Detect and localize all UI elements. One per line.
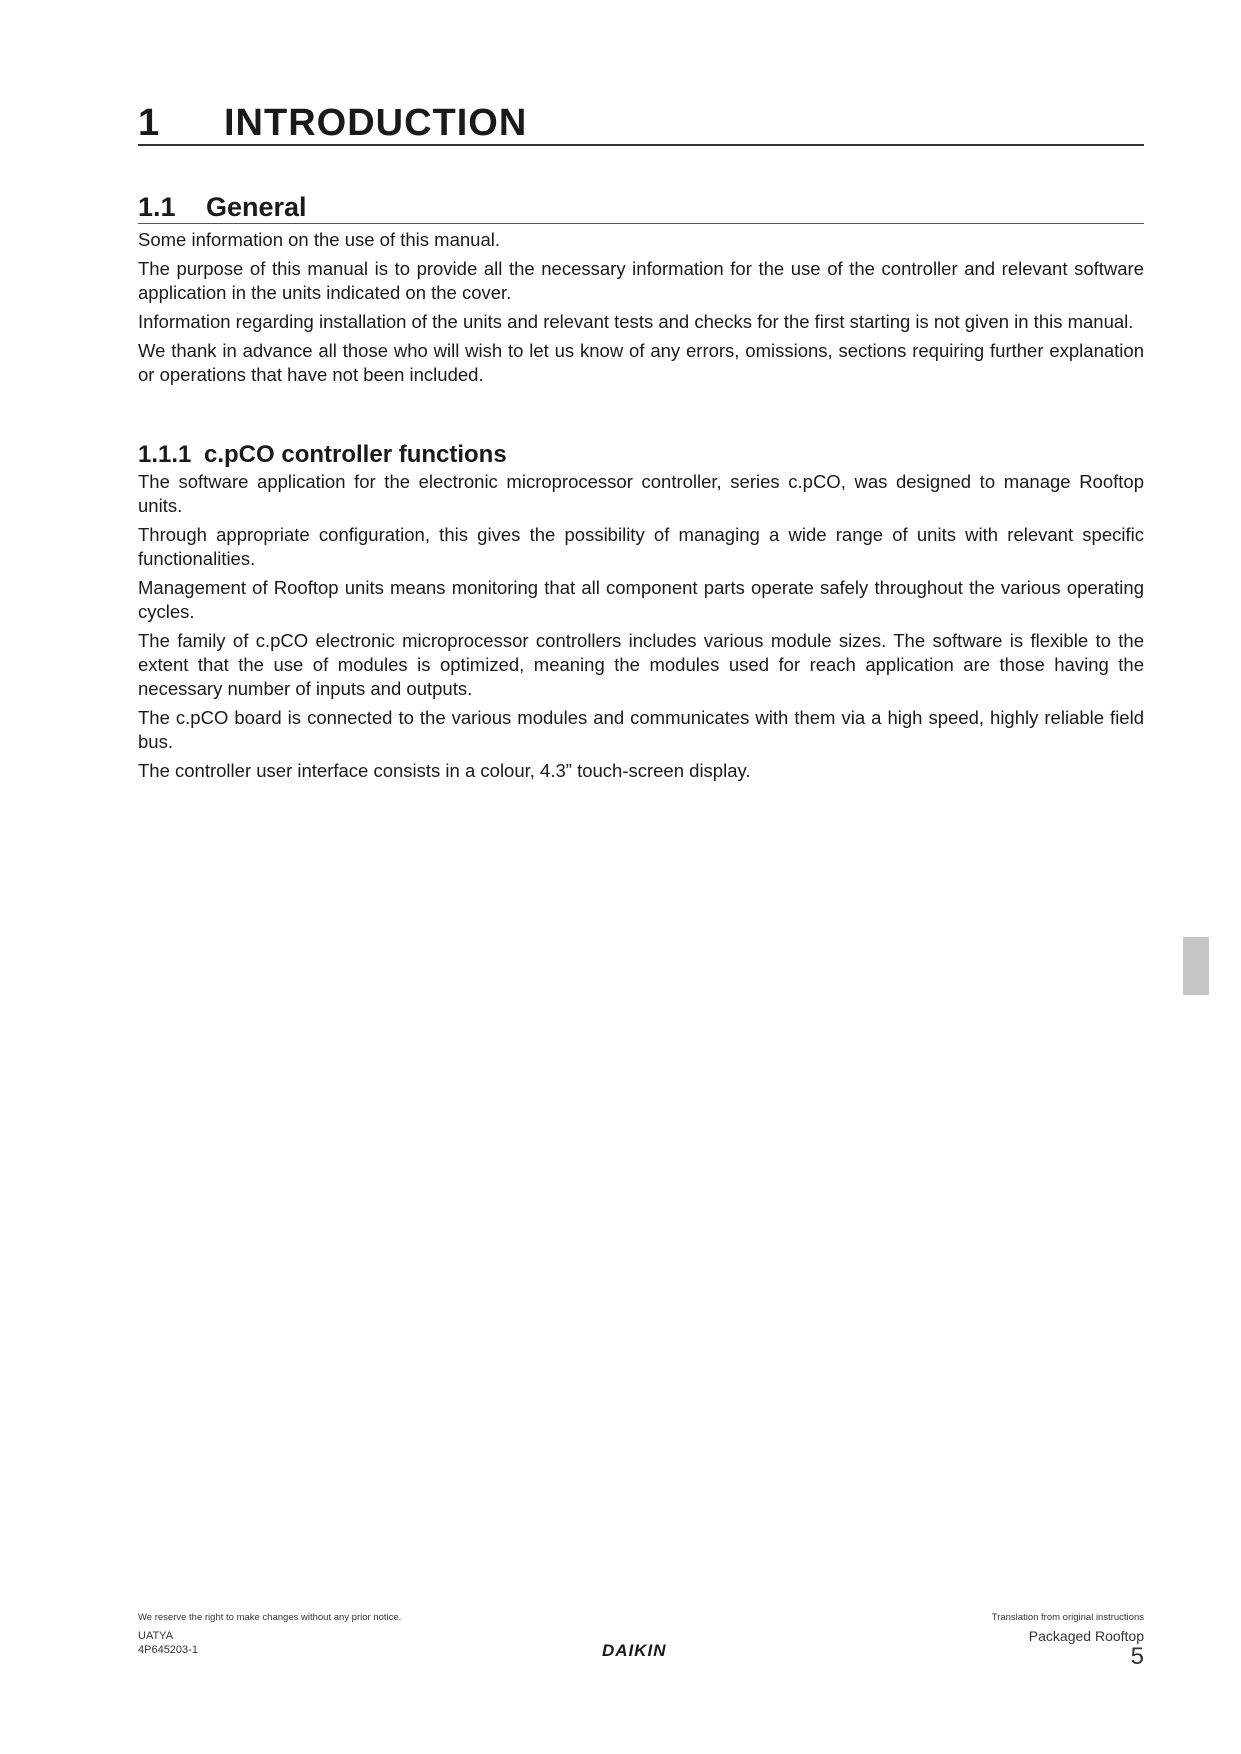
- chapter-title: INTRODUCTION: [224, 102, 528, 144]
- section-heading: [138, 192, 1144, 224]
- chapter-heading: [138, 98, 1144, 146]
- paragraph: The controller user interface consists in a colour, 4.3” touch-screen display.: [138, 760, 751, 781]
- footer-right: [992, 1611, 1144, 1670]
- paragraph: Through appropriate configuration, this gives the possibility of managing a wide range of units with relevant specific functionalities.: [138, 524, 1144, 569]
- paragraph: The c.pCO board is connected to the various modules and communicates with them via a high speed, highly reliable field bus.: [138, 707, 1144, 752]
- section-number: 1.1: [138, 192, 176, 222]
- paragraph: Information regarding installation of the units and relevant tests and checks for the first starting is not given in this manual.: [138, 311, 1134, 332]
- subsection-heading: [138, 441, 1144, 470]
- section-title: General: [206, 192, 307, 222]
- paragraph: Management of Rooftop units means monitoring that all component parts operate safely throughout the various operating cycles.: [138, 577, 1144, 622]
- paragraph: Some information on the use of this manual.: [138, 229, 500, 250]
- footer-notice: We reserve the right to make changes without any prior notice.: [138, 1612, 402, 1623]
- subsection-body: [138, 470, 1144, 788]
- chapter-side-tab: [1183, 937, 1209, 995]
- footer-translation-note: Translation from original instructions: [991, 1612, 1144, 1623]
- paragraph: The purpose of this manual is to provide all the necessary information for the use of the controller and relevant software application in the units indicated on the cover.: [138, 258, 1144, 303]
- section-body: [138, 228, 1144, 392]
- chapter-number: 1: [138, 102, 160, 144]
- footer-product: Packaged Rooftop: [1028, 1628, 1144, 1644]
- daikin-logo: DAIKIN: [602, 1641, 667, 1660]
- subsection-title: c.pCO controller functions: [204, 441, 507, 468]
- footer-model: UATYA: [138, 1630, 174, 1642]
- footer-left: [138, 1611, 401, 1657]
- paragraph: We thank in advance all those who will wish to let us know of any errors, omissions, sections requiring further explanation or operations that have not been included.: [138, 340, 1144, 385]
- footer-doc-code: 4P645203-1: [138, 1644, 198, 1656]
- paragraph: The software application for the electronic microprocessor controller, series c.pCO, was designed to manage Rooftop units.: [138, 471, 1144, 516]
- subsection-number: 1.1.1: [138, 441, 192, 468]
- page-number: 5: [1130, 1643, 1144, 1670]
- paragraph: The family of c.pCO electronic microprocessor controllers includes various module sizes. The software is flexible to the extent that the use of modules is optimized, meaning the modules used for reach application are those having the necessary number of inputs and outputs.: [138, 630, 1144, 699]
